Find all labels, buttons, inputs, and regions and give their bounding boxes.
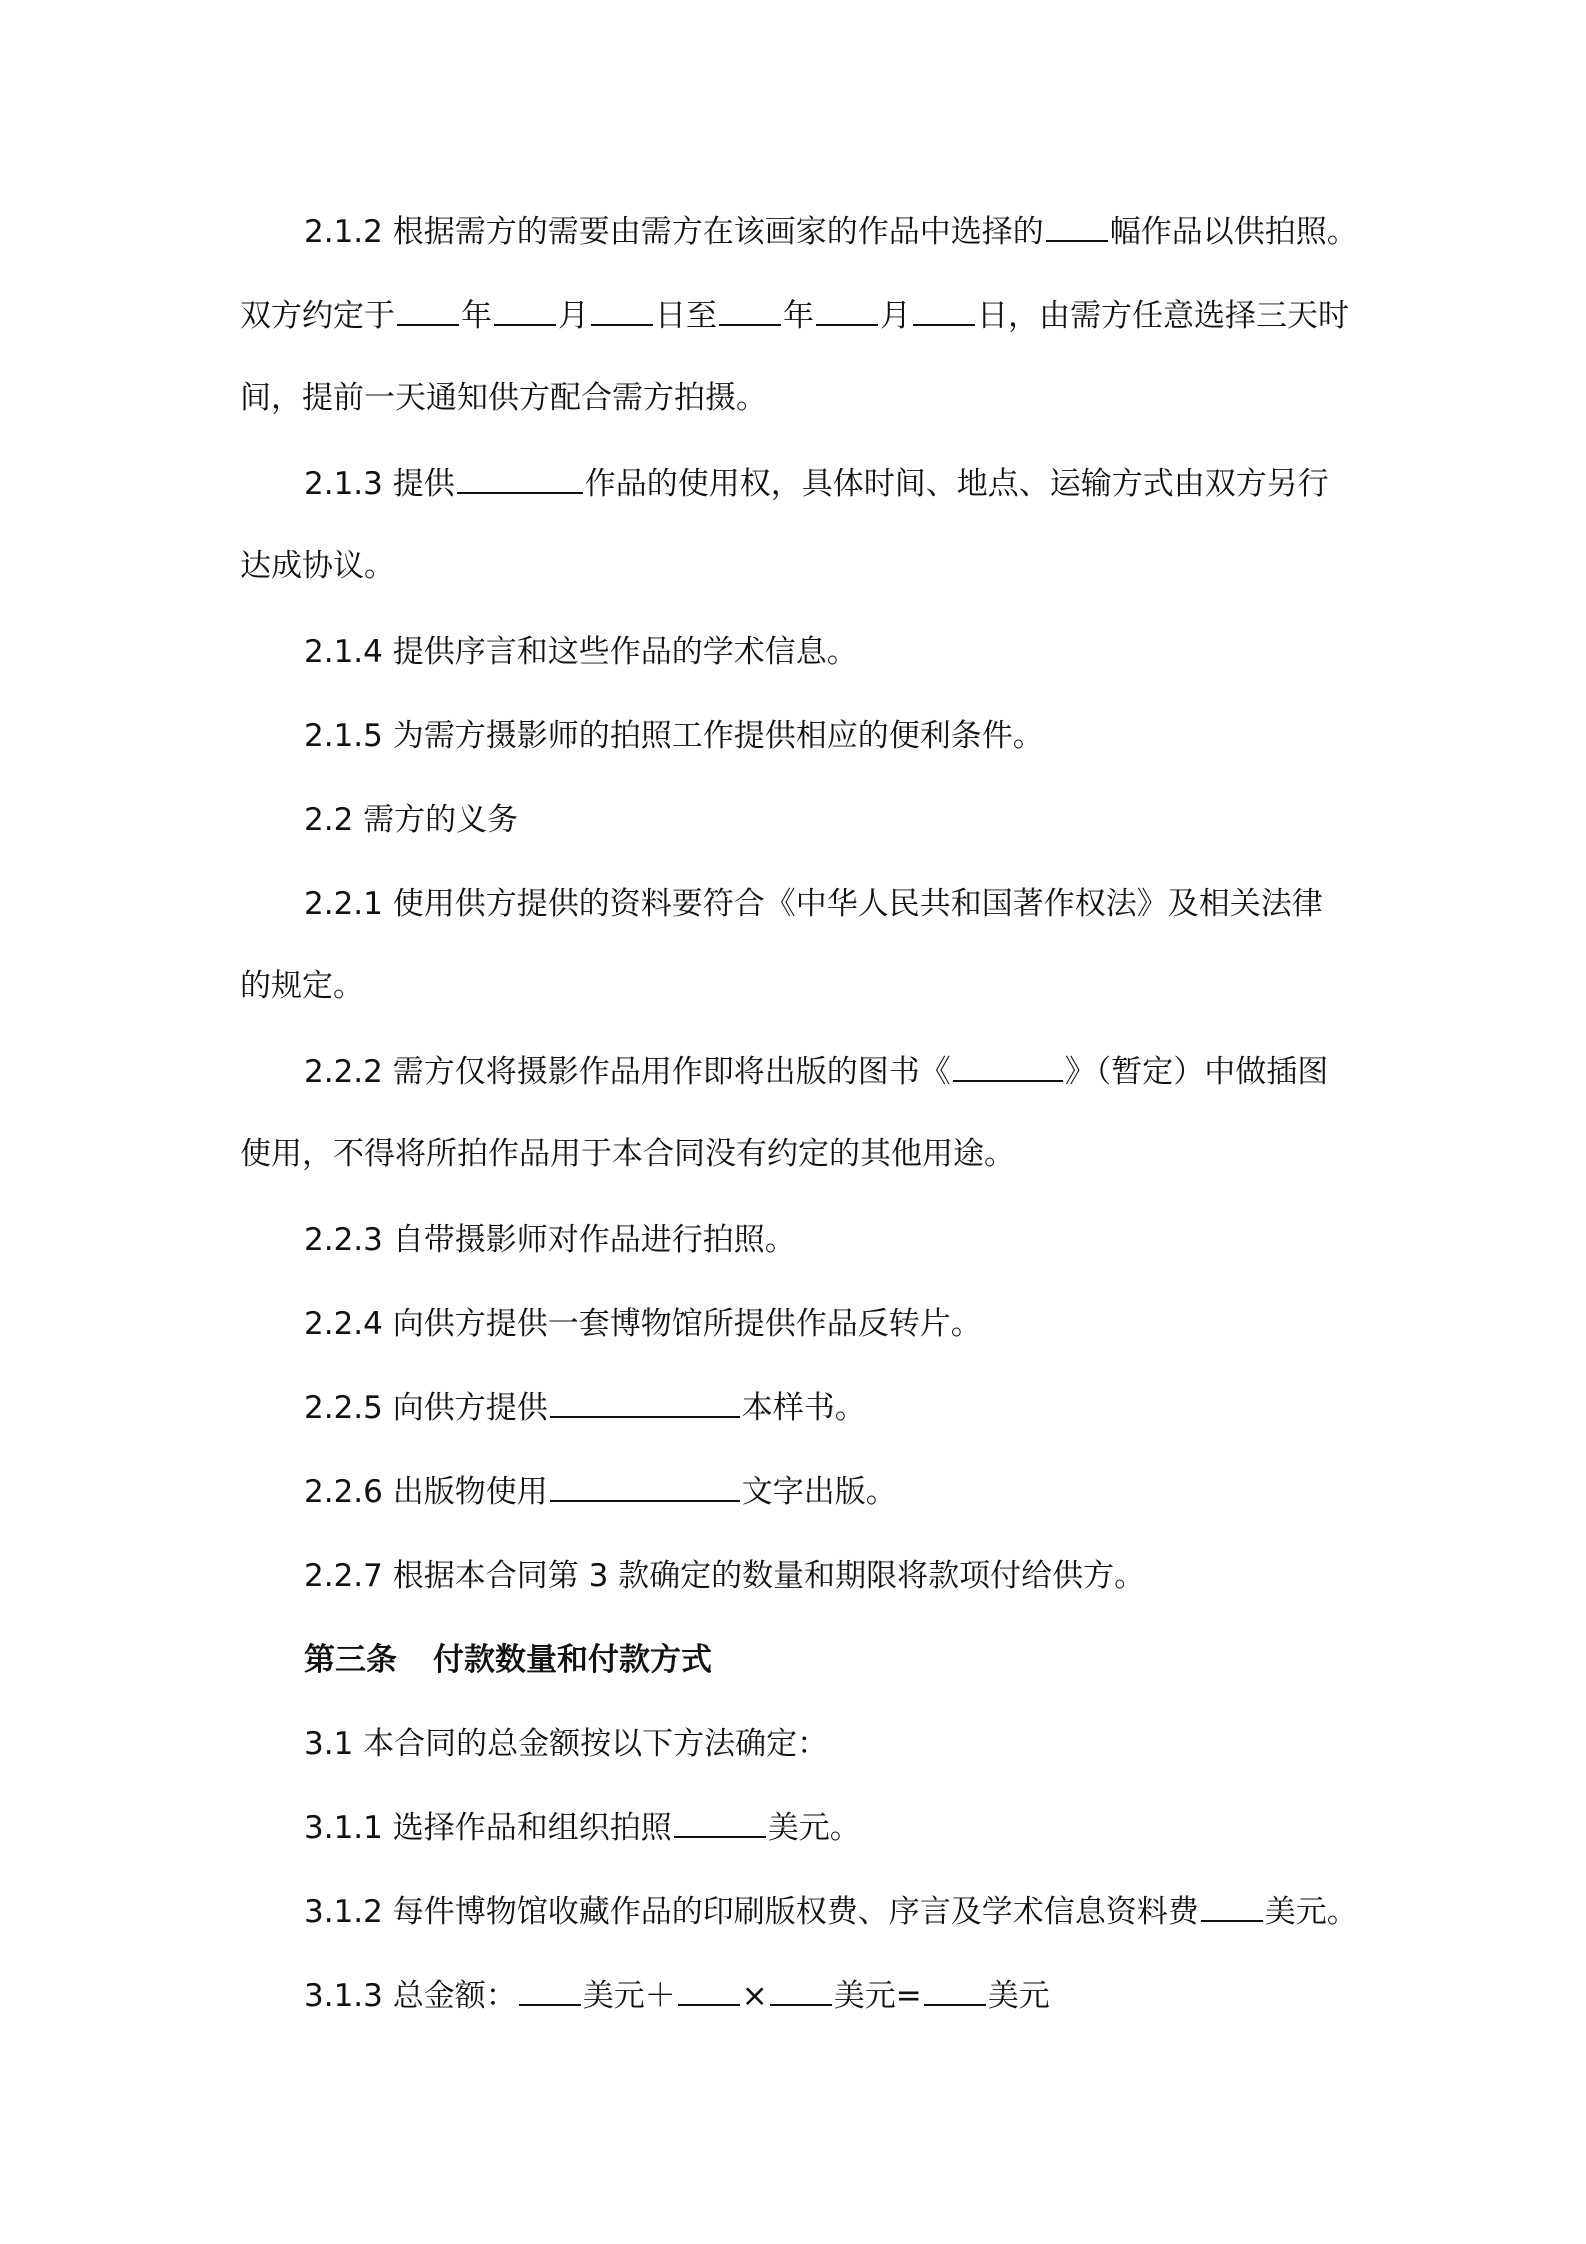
clause-2-2-5-text-a: 2.2.5 向供方提供 — [304, 1390, 548, 1426]
clause-2-2-6-text-b: 文字出版。 — [741, 1474, 897, 1510]
clause-2-2-5-text-b: 本样书。 — [741, 1390, 866, 1426]
clause-2-2-3: 2.2.3 自带摄影师对作品进行拍照。 — [304, 1222, 796, 1258]
clause-3-1-3-text-d: 美元= — [833, 1978, 922, 2014]
clause-3-1-2 — [304, 1890, 1358, 1934]
clause-2-1-3-text-a: 2.1.3 提供 — [304, 466, 455, 502]
clause-3-1-1 — [304, 1806, 861, 1850]
blank-sample-count[interactable] — [550, 1388, 740, 1418]
clause-2-1-5: 2.1.5 为需方摄影师的拍照工作提供相应的便利条件。 — [304, 718, 1044, 754]
clause-2-2-2-text-a: 2.2.2 需方仅将摄影作品用作即将出版的图书《 — [304, 1054, 951, 1090]
blank-work-name[interactable] — [457, 464, 583, 494]
blank-start-month[interactable] — [494, 296, 556, 326]
blank-start-day[interactable] — [591, 296, 653, 326]
clause-3-1-2-text-b: 美元。 — [1264, 1894, 1358, 1930]
clause-2-2-5 — [304, 1386, 866, 1430]
blank-total-c[interactable] — [770, 1976, 832, 2006]
clause-2-2-4: 2.2.4 向供方提供一套博物馆所提供作品反转片。 — [304, 1306, 982, 1342]
blank-selection-fee[interactable] — [674, 1808, 766, 1838]
dates-text-c: 月 — [558, 298, 589, 334]
clause-3-1-1-text-a: 3.1.1 选择作品和组织拍照 — [304, 1810, 672, 1846]
clause-2-1-3-cont: 达成协议。 — [240, 548, 395, 584]
clause-2-2-2-cont: 使用，不得将所拍作品用于本合同没有约定的其他用途。 — [240, 1136, 1015, 1172]
clause-3-1-3-text-a: 3.1.3 总金额： — [304, 1978, 517, 2014]
blank-end-day[interactable] — [913, 296, 975, 326]
clause-3-1-3-text-c: × — [741, 1978, 768, 2014]
blank-end-year[interactable] — [719, 296, 781, 326]
clause-2-2-6-text-a: 2.2.6 出版物使用 — [304, 1474, 548, 1510]
blank-language[interactable] — [550, 1472, 740, 1502]
clause-3-1: 3.1 本合同的总金额按以下方法确定： — [304, 1726, 829, 1762]
clause-3-1-3-text-e: 美元 — [987, 1978, 1050, 2014]
clause-2-1-2-cont: 间，提前一天通知供方配合需方拍摄。 — [240, 380, 767, 416]
clause-2-1-2-text-b: 幅作品以供拍照。 — [1109, 214, 1358, 250]
dates-text-g: 日，由需方任意选择三天时 — [977, 298, 1349, 334]
article-3-heading — [304, 1638, 712, 1682]
clause-2-1-3 — [304, 462, 1329, 506]
clause-2-2-2 — [304, 1050, 1328, 1094]
clause-2-2-1: 2.2.1 使用供方提供的资料要符合《中华人民共和国著作权法》及相关法律 — [304, 886, 1323, 922]
clause-3-1-3 — [304, 1974, 1050, 2018]
blank-total-a[interactable] — [519, 1976, 581, 2006]
clause-2-1-2 — [304, 210, 1358, 254]
blank-book-title[interactable] — [953, 1052, 1063, 1082]
clause-2-1-2-text-a: 2.1.2 根据需方的需要由需方在该画家的作品中选择的 — [304, 214, 1044, 250]
dates-text-a: 双方约定于 — [240, 298, 395, 334]
clause-2-2-6 — [304, 1470, 897, 1514]
clause-2-1-4: 2.1.4 提供序言和这些作品的学术信息。 — [304, 634, 858, 670]
blank-total-result[interactable] — [924, 1976, 986, 2006]
blank-artwork-count[interactable] — [1046, 212, 1108, 242]
clause-3-1-3-text-b: 美元＋ — [582, 1978, 676, 2014]
article-3-number: 第三条 — [304, 1642, 397, 1678]
section-2-2-heading: 2.2 需方的义务 — [304, 802, 519, 838]
clause-2-2-1-cont: 的规定。 — [240, 968, 364, 1004]
dates-text-d: 日至 — [655, 298, 717, 334]
dates-text-f: 月 — [880, 298, 911, 334]
clause-2-2-7: 2.2.7 根据本合同第 3 款确定的数量和期限将款项付给供方。 — [304, 1558, 1146, 1594]
blank-total-b[interactable] — [678, 1976, 740, 2006]
blank-start-year[interactable] — [397, 296, 459, 326]
dates-text-b: 年 — [461, 298, 492, 334]
article-3-title: 付款数量和付款方式 — [433, 1642, 712, 1678]
clause-3-1-1-text-b: 美元。 — [767, 1810, 861, 1846]
clause-3-1-2-text-a: 3.1.2 每件博物馆收藏作品的印刷版权费、序言及学术信息资料费 — [304, 1894, 1199, 1930]
blank-copyright-fee[interactable] — [1201, 1892, 1263, 1922]
clause-2-2-2-text-b: 》（暂定）中做插图 — [1064, 1054, 1329, 1090]
clause-2-1-3-text-b: 作品的使用权，具体时间、地点、运输方式由双方另行 — [584, 466, 1329, 502]
blank-end-month[interactable] — [816, 296, 878, 326]
clause-2-1-2-dates — [240, 294, 1349, 338]
dates-text-e: 年 — [783, 298, 814, 334]
